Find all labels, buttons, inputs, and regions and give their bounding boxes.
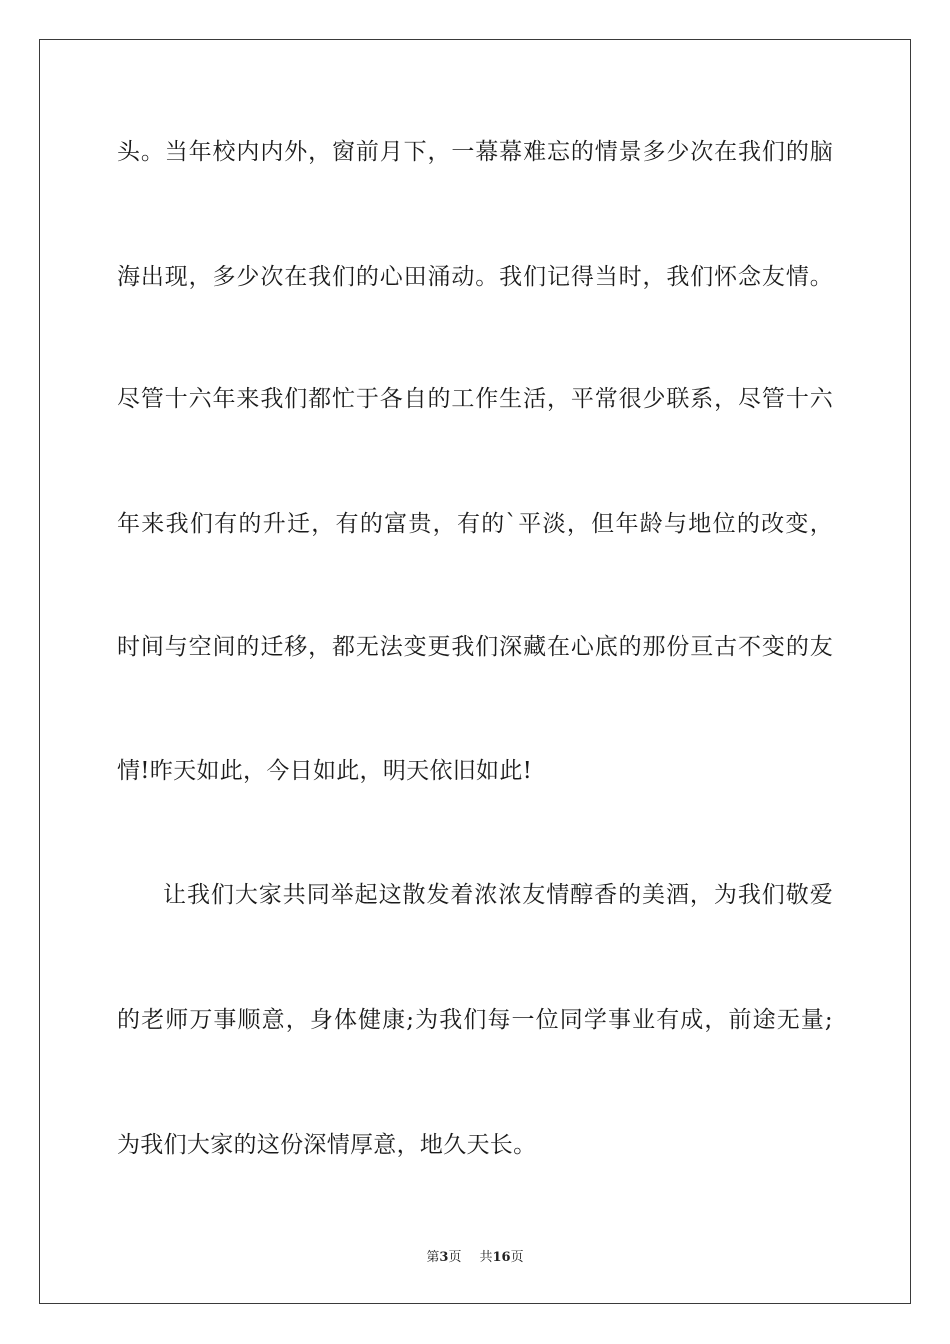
text-line-6: 情!昨天如此，今日如此，明天依旧如此! <box>117 758 533 784</box>
page-footer <box>0 1246 950 1265</box>
total-pages: 16 <box>492 1250 511 1265</box>
text-line-9: 为我们大家的这份深情厚意，地久天长。 <box>117 1132 537 1158</box>
page-suffix: 页 <box>448 1250 462 1265</box>
text-line-1: 头。当年校内内外，窗前月下，一幕幕难忘的情景多少次在我们的脑 <box>117 139 833 165</box>
total-prefix: 共 <box>479 1250 493 1265</box>
text-line-2: 海出现，多少次在我们的心田涌动。我们记得当时，我们怀念友情。 <box>117 264 833 290</box>
page-prefix: 第 <box>426 1250 440 1265</box>
page-number: 3 <box>439 1250 449 1265</box>
text-line-5: 时间与空间的迁移，都无法变更我们深藏在心底的那份亘古不变的友 <box>117 634 833 660</box>
text-line-4: 年来我们有的升迁，有的富贵，有的`平淡，但年龄与地位的改变， <box>117 511 833 537</box>
text-line-8: 的老师万事顺意，身体健康;为我们每一位同学事业有成，前途无量; <box>117 1007 833 1033</box>
page-border <box>39 39 911 1304</box>
total-suffix: 页 <box>510 1250 524 1265</box>
text-line-7: 让我们大家共同举起这散发着浓浓友情醇香的美酒，为我们敬爱 <box>163 882 833 908</box>
text-line-3: 尽管十六年来我们都忙于各自的工作生活，平常很少联系，尽管十六 <box>117 386 833 412</box>
